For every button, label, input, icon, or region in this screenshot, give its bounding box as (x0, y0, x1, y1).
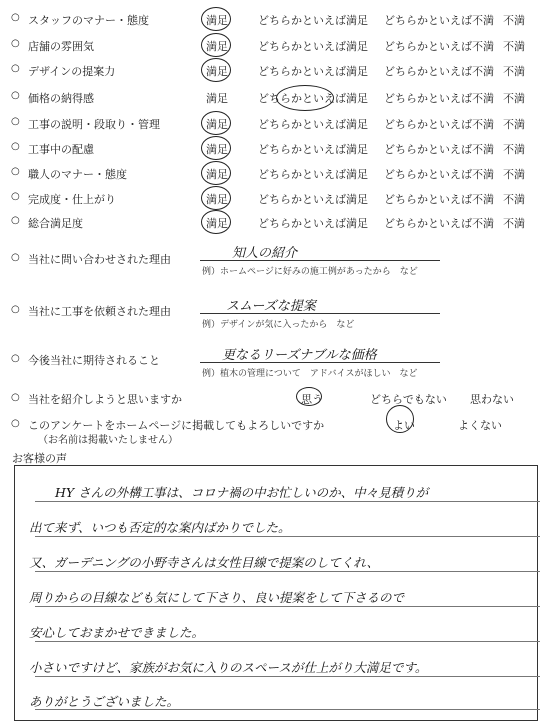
answer-text[interactable]: 知人の紹介 (232, 246, 298, 261)
rating-option[interactable]: 不満 (503, 143, 525, 156)
bullet: ○ (11, 304, 20, 315)
rating-option[interactable]: 不満 (503, 40, 525, 53)
ruled-line (35, 641, 540, 642)
rating-label: 価格の納得感 (28, 92, 94, 105)
voice-title: お客様の声 (12, 452, 67, 465)
rating-option[interactable]: どちらかといえば不満 (384, 143, 494, 156)
rating-option[interactable]: どちらかといえば満足 (258, 118, 368, 131)
rating-row (0, 211, 550, 233)
rating-label: 工事の説明・段取り・管理 (28, 118, 160, 131)
rating-option[interactable]: 不満 (503, 65, 525, 78)
rating-option[interactable]: 満足 (206, 118, 228, 131)
rating-option[interactable]: 不満 (503, 193, 525, 206)
rating-label: デザインの提案力 (28, 65, 116, 78)
rating-row (0, 8, 550, 30)
bullet: ○ (11, 116, 20, 127)
rating-option[interactable]: 満足 (206, 217, 228, 230)
rating-label: 総合満足度 (28, 217, 83, 230)
rating-option[interactable]: どちらかといえば満足 (258, 193, 368, 206)
question-label: 当社に工事を依頼された理由 (28, 305, 171, 318)
rating-row (0, 112, 550, 134)
bullet: ○ (11, 392, 20, 403)
selection-circle (201, 111, 231, 135)
bullet: ○ (11, 252, 20, 263)
rating-option[interactable]: 不満 (503, 118, 525, 131)
rating-option[interactable]: どちらかといえば不満 (384, 40, 494, 53)
example-text: 例）ホームページに好みの施工例があったから など (202, 267, 418, 277)
comment-line: 小さいですけど、家族がお気に入りのスペースが仕上がり大満足です。 (29, 660, 428, 675)
comment-line: 出て来ず、いつも否定的な案内ばかりでした。 (29, 520, 291, 535)
rating-row (0, 86, 550, 108)
rating-option[interactable]: どちらかといえば不満 (384, 118, 494, 131)
rating-option[interactable]: どちらかといえば満足 (258, 40, 368, 53)
rating-option[interactable]: 満足 (206, 143, 228, 156)
rating-option[interactable]: どちらかといえば満足 (258, 14, 368, 27)
voice-box (14, 465, 538, 721)
answer-line (200, 313, 440, 314)
bullet: ○ (11, 215, 20, 226)
rating-option[interactable]: どちらかといえば満足 (258, 143, 368, 156)
option-ok[interactable]: よい (393, 419, 415, 432)
rating-option[interactable]: 満足 (206, 193, 228, 206)
question-label: 当社に問い合わせされた理由 (28, 253, 171, 266)
rating-label: 工事中の配慮 (28, 143, 94, 156)
answer-text[interactable]: スムーズな提案 (226, 299, 316, 314)
rating-row (0, 187, 550, 209)
bullet: ○ (11, 191, 20, 202)
rating-option[interactable]: どちらかといえば不満 (384, 92, 494, 105)
example-text: 例）植木の管理について アドバイスがほしい など (202, 369, 418, 379)
answer-line (200, 362, 440, 363)
rating-option[interactable]: 不満 (503, 168, 525, 181)
ruled-line (35, 536, 540, 537)
bullet: ○ (11, 63, 20, 74)
rating-label: 完成度・仕上がり (28, 193, 116, 206)
rating-option[interactable]: 不満 (503, 14, 525, 27)
rating-option[interactable]: 不満 (503, 217, 525, 230)
rating-option[interactable]: どちらかといえば満足 (258, 217, 368, 230)
ruled-line (35, 676, 540, 677)
answer-text[interactable]: 更なるリーズナブルな価格 (222, 348, 377, 363)
question-label: 今後当社に期待されること (28, 354, 160, 367)
bullet: ○ (11, 353, 20, 364)
rating-option[interactable]: 不満 (503, 92, 525, 105)
example-text: 例）デザインが気に入ったから など (202, 320, 355, 330)
rating-option[interactable]: どちらかといえば満足 (258, 92, 368, 105)
selection-circle (201, 58, 231, 82)
comment-line: HY さんの外構工事は、コロナ禍の中お忙しいのか、中々見積りが (55, 485, 429, 500)
selection-circle (201, 161, 231, 185)
rating-option[interactable]: どちらかといえば満足 (258, 65, 368, 78)
rating-option[interactable]: どちらかといえば不満 (384, 193, 494, 206)
comment-line: ありがとうございました。 (29, 694, 180, 709)
rating-option[interactable]: どちらかといえば不満 (384, 14, 494, 27)
selection-circle (201, 33, 231, 57)
rating-option[interactable]: 満足 (206, 168, 228, 181)
rating-option[interactable]: 満足 (206, 40, 228, 53)
rating-label: 職人のマナー・態度 (28, 168, 127, 181)
answer-line (200, 260, 440, 261)
selection-circle (201, 210, 231, 234)
comment-line: 周りからの目線なども気にして下さり、良い提案をして下さるので (29, 590, 405, 605)
comment-line: 又、ガーデニングの小野寺さんは女性目線で提案のしてくれ、 (29, 555, 380, 570)
rating-option[interactable]: 満足 (206, 65, 228, 78)
rating-option[interactable]: どちらかといえば不満 (384, 217, 494, 230)
selection-circle (201, 136, 231, 160)
selection-circle (201, 7, 231, 31)
rating-row (0, 34, 550, 56)
comment-line: 安心しておまかせできました。 (29, 625, 205, 640)
ruled-line (35, 606, 540, 607)
rating-option[interactable]: どちらかといえば不満 (384, 65, 494, 78)
rating-row (0, 162, 550, 184)
bullet: ○ (11, 166, 20, 177)
rating-option[interactable]: 満足 (206, 14, 228, 27)
question-label: 当社を紹介しようと思いますか (28, 393, 182, 406)
option-neutral[interactable]: どちらでもない (370, 393, 447, 406)
selection-circle (201, 186, 231, 210)
rating-label: 店舗の雰囲気 (28, 40, 94, 53)
option-not-ok[interactable]: よくない (458, 419, 502, 432)
rating-label: スタッフのマナー・態度 (28, 14, 149, 27)
bullet: ○ (11, 38, 20, 49)
question-note: （お名前は掲載いたしません） (38, 435, 178, 446)
rating-row (0, 137, 550, 159)
selection-circle (276, 85, 334, 111)
selection-circle (386, 405, 414, 433)
selection-circle (296, 387, 322, 406)
question-label: このアンケートをホームページに掲載してもよろしいですか (28, 419, 325, 432)
option-yes[interactable]: 思う (301, 393, 323, 406)
rating-option[interactable]: どちらかといえば満足 (258, 168, 368, 181)
rating-option[interactable]: 満足 (206, 92, 228, 105)
bullet: ○ (11, 12, 20, 23)
ruled-line (35, 571, 540, 572)
rating-row (0, 59, 550, 81)
bullet: ○ (11, 418, 20, 429)
bullet: ○ (11, 141, 20, 152)
ruled-line (35, 501, 540, 502)
bullet: ○ (11, 90, 20, 101)
rating-option[interactable]: どちらかといえば不満 (384, 168, 494, 181)
option-no[interactable]: 思わない (470, 393, 514, 406)
